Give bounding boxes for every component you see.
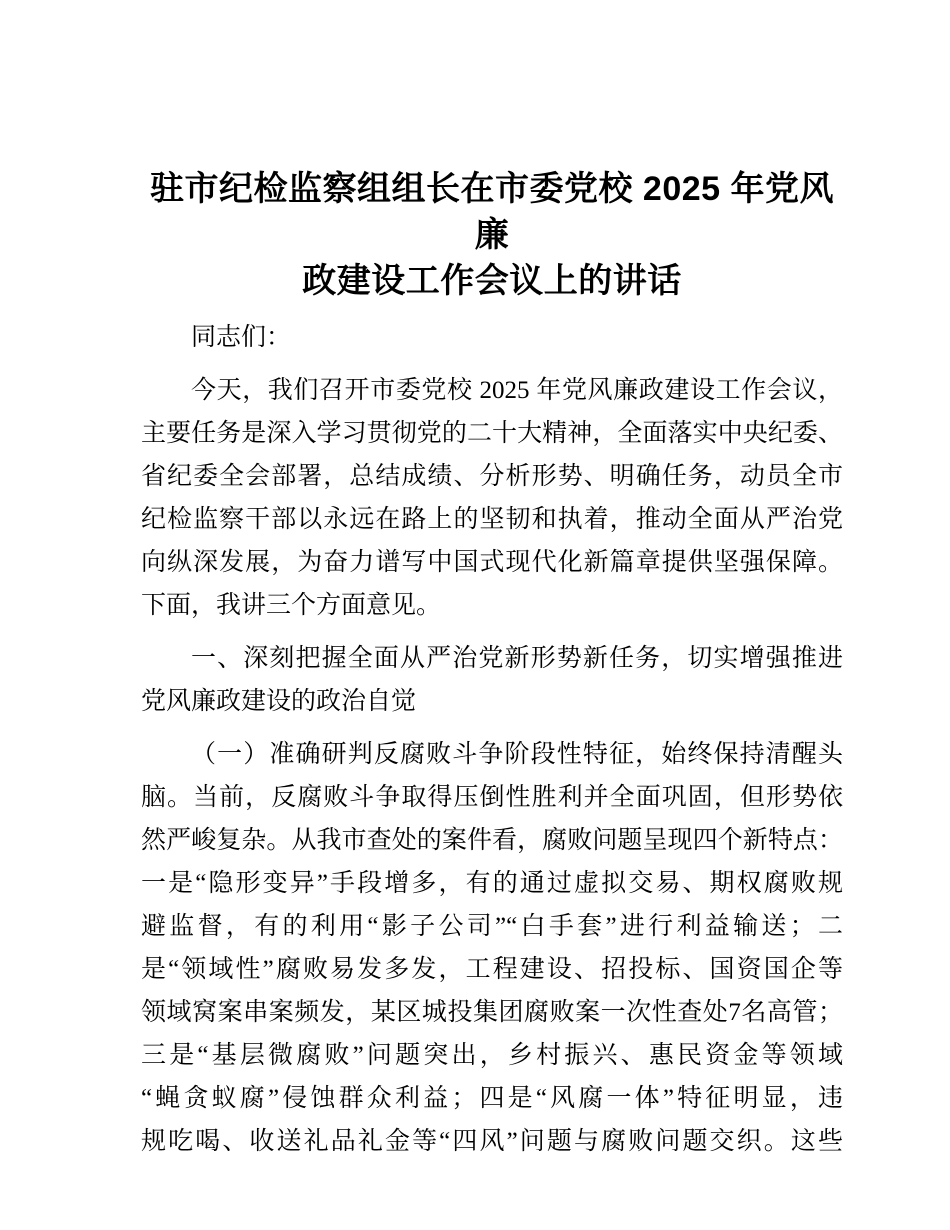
text-line: 是“领域性”腐败易发多发，工程建设、招投标、国资国企等 bbox=[141, 956, 843, 983]
text-line: “蝇贪蚁腐”侵蚀群众利益；四是“风腐一体”特征明显，违 bbox=[141, 1085, 843, 1112]
title-line-2: 政建设工作会议上的讲话 bbox=[302, 262, 682, 300]
document-content bbox=[141, 166, 843, 1163]
text-line: 今天，我们召开市委党校 2025 年党风廉政建设工作会议， bbox=[191, 377, 843, 404]
text-line: 省纪委全会部署，总结成绩、分析形势、明确任务，动员全市 bbox=[141, 463, 843, 490]
text-line: 一、深刻把握全面从严治党新形势新任务，切实增强推进 bbox=[191, 645, 843, 672]
text-line: 纪检监察干部以永远在路上的坚韧和执着，推动全面从严治党 bbox=[141, 506, 843, 533]
text-line: 三是“基层微腐败”问题突出，乡村振兴、惠民资金等领域 bbox=[141, 1042, 843, 1069]
text-line: 同志们： bbox=[191, 324, 292, 351]
document-title bbox=[141, 166, 843, 304]
paragraph-salutation bbox=[141, 316, 843, 359]
text-line: 主要任务是深入学习贯彻党的二十大精神，全面落实中央纪委、 bbox=[141, 420, 843, 447]
text-line: 党风廉政建设的政治自觉 bbox=[141, 688, 417, 715]
text-line: 领域窝案串案频发，某区城投集团腐败案一次性查处7名高管； bbox=[141, 999, 843, 1026]
text-line: 规吃喝、收送礼品礼金等“四风”问题与腐败问题交织。这些 bbox=[141, 1128, 843, 1155]
title-line-1: 驻市纪检监察组组长在市委党校 2025 年党风廉 bbox=[149, 170, 835, 254]
text-line: 一是“隐形变异”手段增多，有的通过虚拟交易、期权腐败规 bbox=[141, 870, 843, 897]
text-line: 向纵深发展，为奋力谱写中国式现代化新篇章提供坚强保障。 bbox=[141, 549, 843, 576]
text-line: 脑。当前，反腐败斗争取得压倒性胜利并全面巩固，但形势依 bbox=[141, 784, 843, 811]
text-line: 然严峻复杂。从我市查处的案件看，腐败问题呈现四个新特点： bbox=[141, 827, 843, 854]
paragraph-intro bbox=[141, 369, 843, 627]
text-line: （一）准确研判反腐败斗争阶段性特征，始终保持清醒头 bbox=[191, 741, 843, 768]
paragraph-subsection-one bbox=[141, 733, 843, 1163]
paragraph-section-heading bbox=[141, 637, 843, 723]
text-line: 下面，我讲三个方面意见。 bbox=[141, 592, 442, 619]
text-line: 避监督，有的利用“影子公司”“白手套”进行利益输送；二 bbox=[141, 913, 843, 940]
